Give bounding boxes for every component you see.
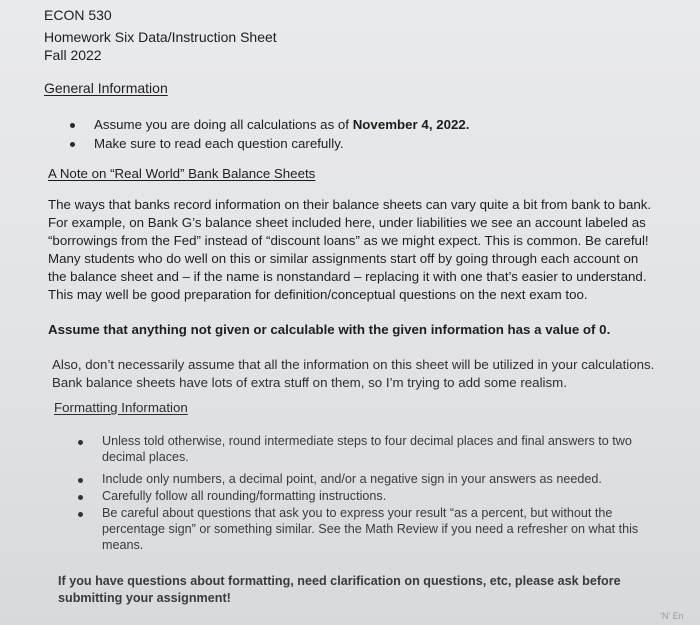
formatting-item-line: Be careful about questions that ask you to express your result “as a percent, but without the: [102, 506, 613, 520]
formatting-item: [102, 472, 602, 486]
formatting-item-line: Carefully follow all rounding/formatting instructions.: [102, 489, 387, 503]
formatting-item: [102, 434, 632, 464]
formatting-item-line: Include only numbers, a decimal point, and/or a negative sign in your answers as needed.: [102, 472, 602, 486]
note-line: “borrowings from the Fed” instead of “discount loans” as we might expect. This is common. Be careful!: [48, 233, 649, 248]
note-line: Many students who do well on this or similar assignments start off by going through each account on: [48, 251, 639, 266]
formatting-heading: Formatting Information: [54, 400, 188, 415]
note-heading: A Note on “Real World” Bank Balance Sheets: [48, 166, 316, 181]
closing-line: submitting your assignment!: [58, 591, 231, 605]
corner-text: ’N’ En: [660, 611, 684, 621]
formatting-item: [102, 489, 386, 503]
term: Fall 2022: [44, 47, 102, 63]
general-bullet-read: Make sure to read each question carefully.: [94, 136, 344, 151]
general-bullet-date-text: Assume you are doing all calculations as of: [94, 117, 353, 132]
general-bullet-date-value: November 4, 2022.: [352, 117, 470, 132]
general-info-heading: General Information: [44, 80, 168, 96]
formatting-item: [102, 506, 638, 552]
formatting-item-line: percentage sign” or something similar. See the Math Review if you need a refresher on what this: [102, 522, 639, 536]
formatting-item-line: decimal places.: [102, 450, 189, 464]
general-bullet-date: [94, 117, 470, 132]
note-line: For example, on Bank G’s balance sheet included here, under liabilities we see an account labeled as: [48, 215, 646, 230]
formatting-item-line: means.: [102, 538, 144, 552]
zero-value-rule: Assume that anything not given or calculable with the given information has a value of 0.: [48, 322, 611, 337]
course-code: ECON 530: [44, 7, 112, 23]
document-title: Homework Six Data/Instruction Sheet: [44, 29, 277, 45]
note-line: The ways that banks record information on their balance sheets can vary quite a bit from bank to bank.: [48, 197, 652, 212]
also-line: Bank balance sheets have lots of extra stuff on them, so I’m trying to add some realism.: [52, 375, 567, 390]
closing-line: If you have questions about formatting, need clarification on questions, etc, please ask before: [58, 574, 621, 588]
note-line: This may well be good preparation for definition/conceptual questions on the next exam too.: [48, 287, 588, 302]
also-line: Also, don’t necessarily assume that all the information on this sheet will be utilized in your calculations.: [52, 357, 655, 372]
formatting-item-line: Unless told otherwise, round intermediate steps to four decimal places and final answers to two: [102, 434, 632, 448]
note-line: the balance sheet and – if the name is nonstandard – replacing it with one that’s easier to understand.: [48, 269, 647, 284]
